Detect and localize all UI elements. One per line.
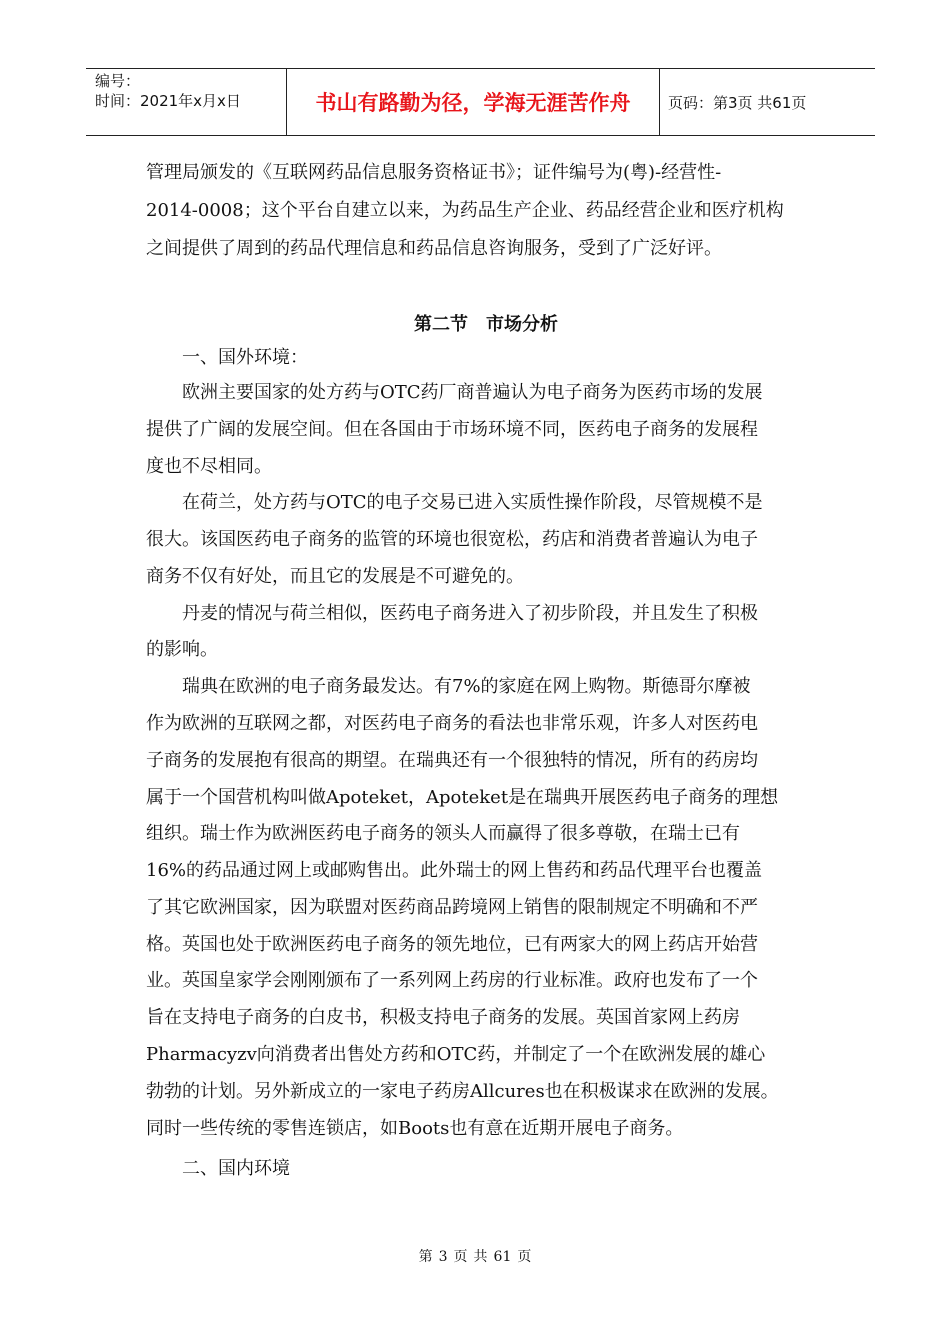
text-line: 作为欧洲的互联网之都，对医药电子商务的看法也非常乐观，许多人对医药电 xyxy=(146,713,758,734)
text-line: 了其它欧洲国家，因为联盟对医药商品跨境网上销售的限制规定不明确和不严 xyxy=(146,897,758,918)
text-line: 丹麦的情况与荷兰相似，医药电子商务进入了初步阶段，并且发生了积极 xyxy=(182,603,758,624)
header-page-info: 页码：第3页 共61页 xyxy=(668,93,807,112)
text-line: 旨在支持电子商务的白皮书，积极支持电子商务的发展。英国首家网上药房 xyxy=(146,1007,740,1028)
text-line: 子商务的发展抱有很高的期望。在瑞典还有一个很独特的情况，所有的药房均 xyxy=(146,750,758,771)
text-line: 瑞典在欧洲的电子商务最发达。有7%的家庭在网上购物。斯德哥尔摩被 xyxy=(182,676,751,697)
text-line: 属于一个国营机构叫做Apoteket，Apoteket是在瑞典开展医药电子商务的理想 xyxy=(146,787,779,808)
text-line: 格。英国也处于欧洲医药电子商务的领先地位，已有两家大的网上药店开始营 xyxy=(146,934,758,955)
section-heading: 第二节 市场分析 xyxy=(414,314,558,335)
header-meta xyxy=(86,69,287,135)
subheading: 二、国内环境 xyxy=(182,1158,290,1179)
text-line: 很大。该国医药电子商务的监管的环境也很宽松，药店和消费者普遍认为电子 xyxy=(146,529,758,550)
text-line: 之间提供了周到的药品代理信息和药品信息咨询服务，受到了广泛好评。 xyxy=(146,238,722,259)
footer-page-number: 3 xyxy=(438,1249,448,1265)
footer-part: 页 xyxy=(517,1249,532,1265)
text-line: 欧洲主要国家的处方药与OTC药厂商普遍认为电子商务为医药市场的发展 xyxy=(182,382,763,403)
text-line: 业。英国皇家学会刚刚颁布了一系列网上药房的行业标准。政府也发布了一个 xyxy=(146,970,758,991)
text-line: 2014-0008；这个平台自建立以来，为药品生产企业、药品经营企业和医疗机构 xyxy=(146,200,784,221)
text-line: 勃勃的计划。另外新成立的一家电子药房Allcures也在积极谋求在欧洲的发展。 xyxy=(146,1081,779,1102)
page-footer xyxy=(0,1246,950,1266)
text-line: 的影响。 xyxy=(146,639,218,660)
text-line: 商务不仅有好处，而且它的发展是不可避免的。 xyxy=(146,566,524,587)
header-motto: 书山有路勤为径，学海无涯苦作舟 xyxy=(287,69,660,135)
header-table xyxy=(86,68,875,136)
footer-part: 第 xyxy=(418,1249,433,1265)
text-line: 提供了广阔的发展空间。但在各国由于市场环境不同，医药电子商务的发展程 xyxy=(146,419,758,440)
text-line: 16%的药品通过网上或邮购售出。此外瑞士的网上售药和药品代理平台也覆盖 xyxy=(146,860,763,881)
footer-part: 页 xyxy=(453,1249,468,1265)
text-line: 在荷兰，处方药与OTC的电子交易已进入实质性操作阶段，尽管规模不是 xyxy=(182,492,763,513)
footer-part: 共 xyxy=(473,1249,488,1265)
text-line: 同时一些传统的零售连锁店，如Boots也有意在近期开展电子商务。 xyxy=(146,1118,684,1139)
time-label: 时间：2021年x月x日 xyxy=(95,92,241,110)
text-line: 组织。瑞士作为欧洲医药电子商务的领头人而赢得了很多尊敬，在瑞士已有 xyxy=(146,823,740,844)
subheading: 一、国外环境： xyxy=(182,347,308,368)
footer-total-pages: 61 xyxy=(493,1249,512,1265)
text-line: Pharmacyzv向消费者出售处方药和OTC药，并制定了一个在欧洲发展的雄心 xyxy=(146,1044,766,1065)
number-label: 编号： xyxy=(95,72,141,90)
text-line: 度也不尽相同。 xyxy=(146,456,272,477)
text-line: 管理局颁发的《互联网药品信息服务资格证书》；证件编号为(粤)-经营性- xyxy=(146,162,722,183)
